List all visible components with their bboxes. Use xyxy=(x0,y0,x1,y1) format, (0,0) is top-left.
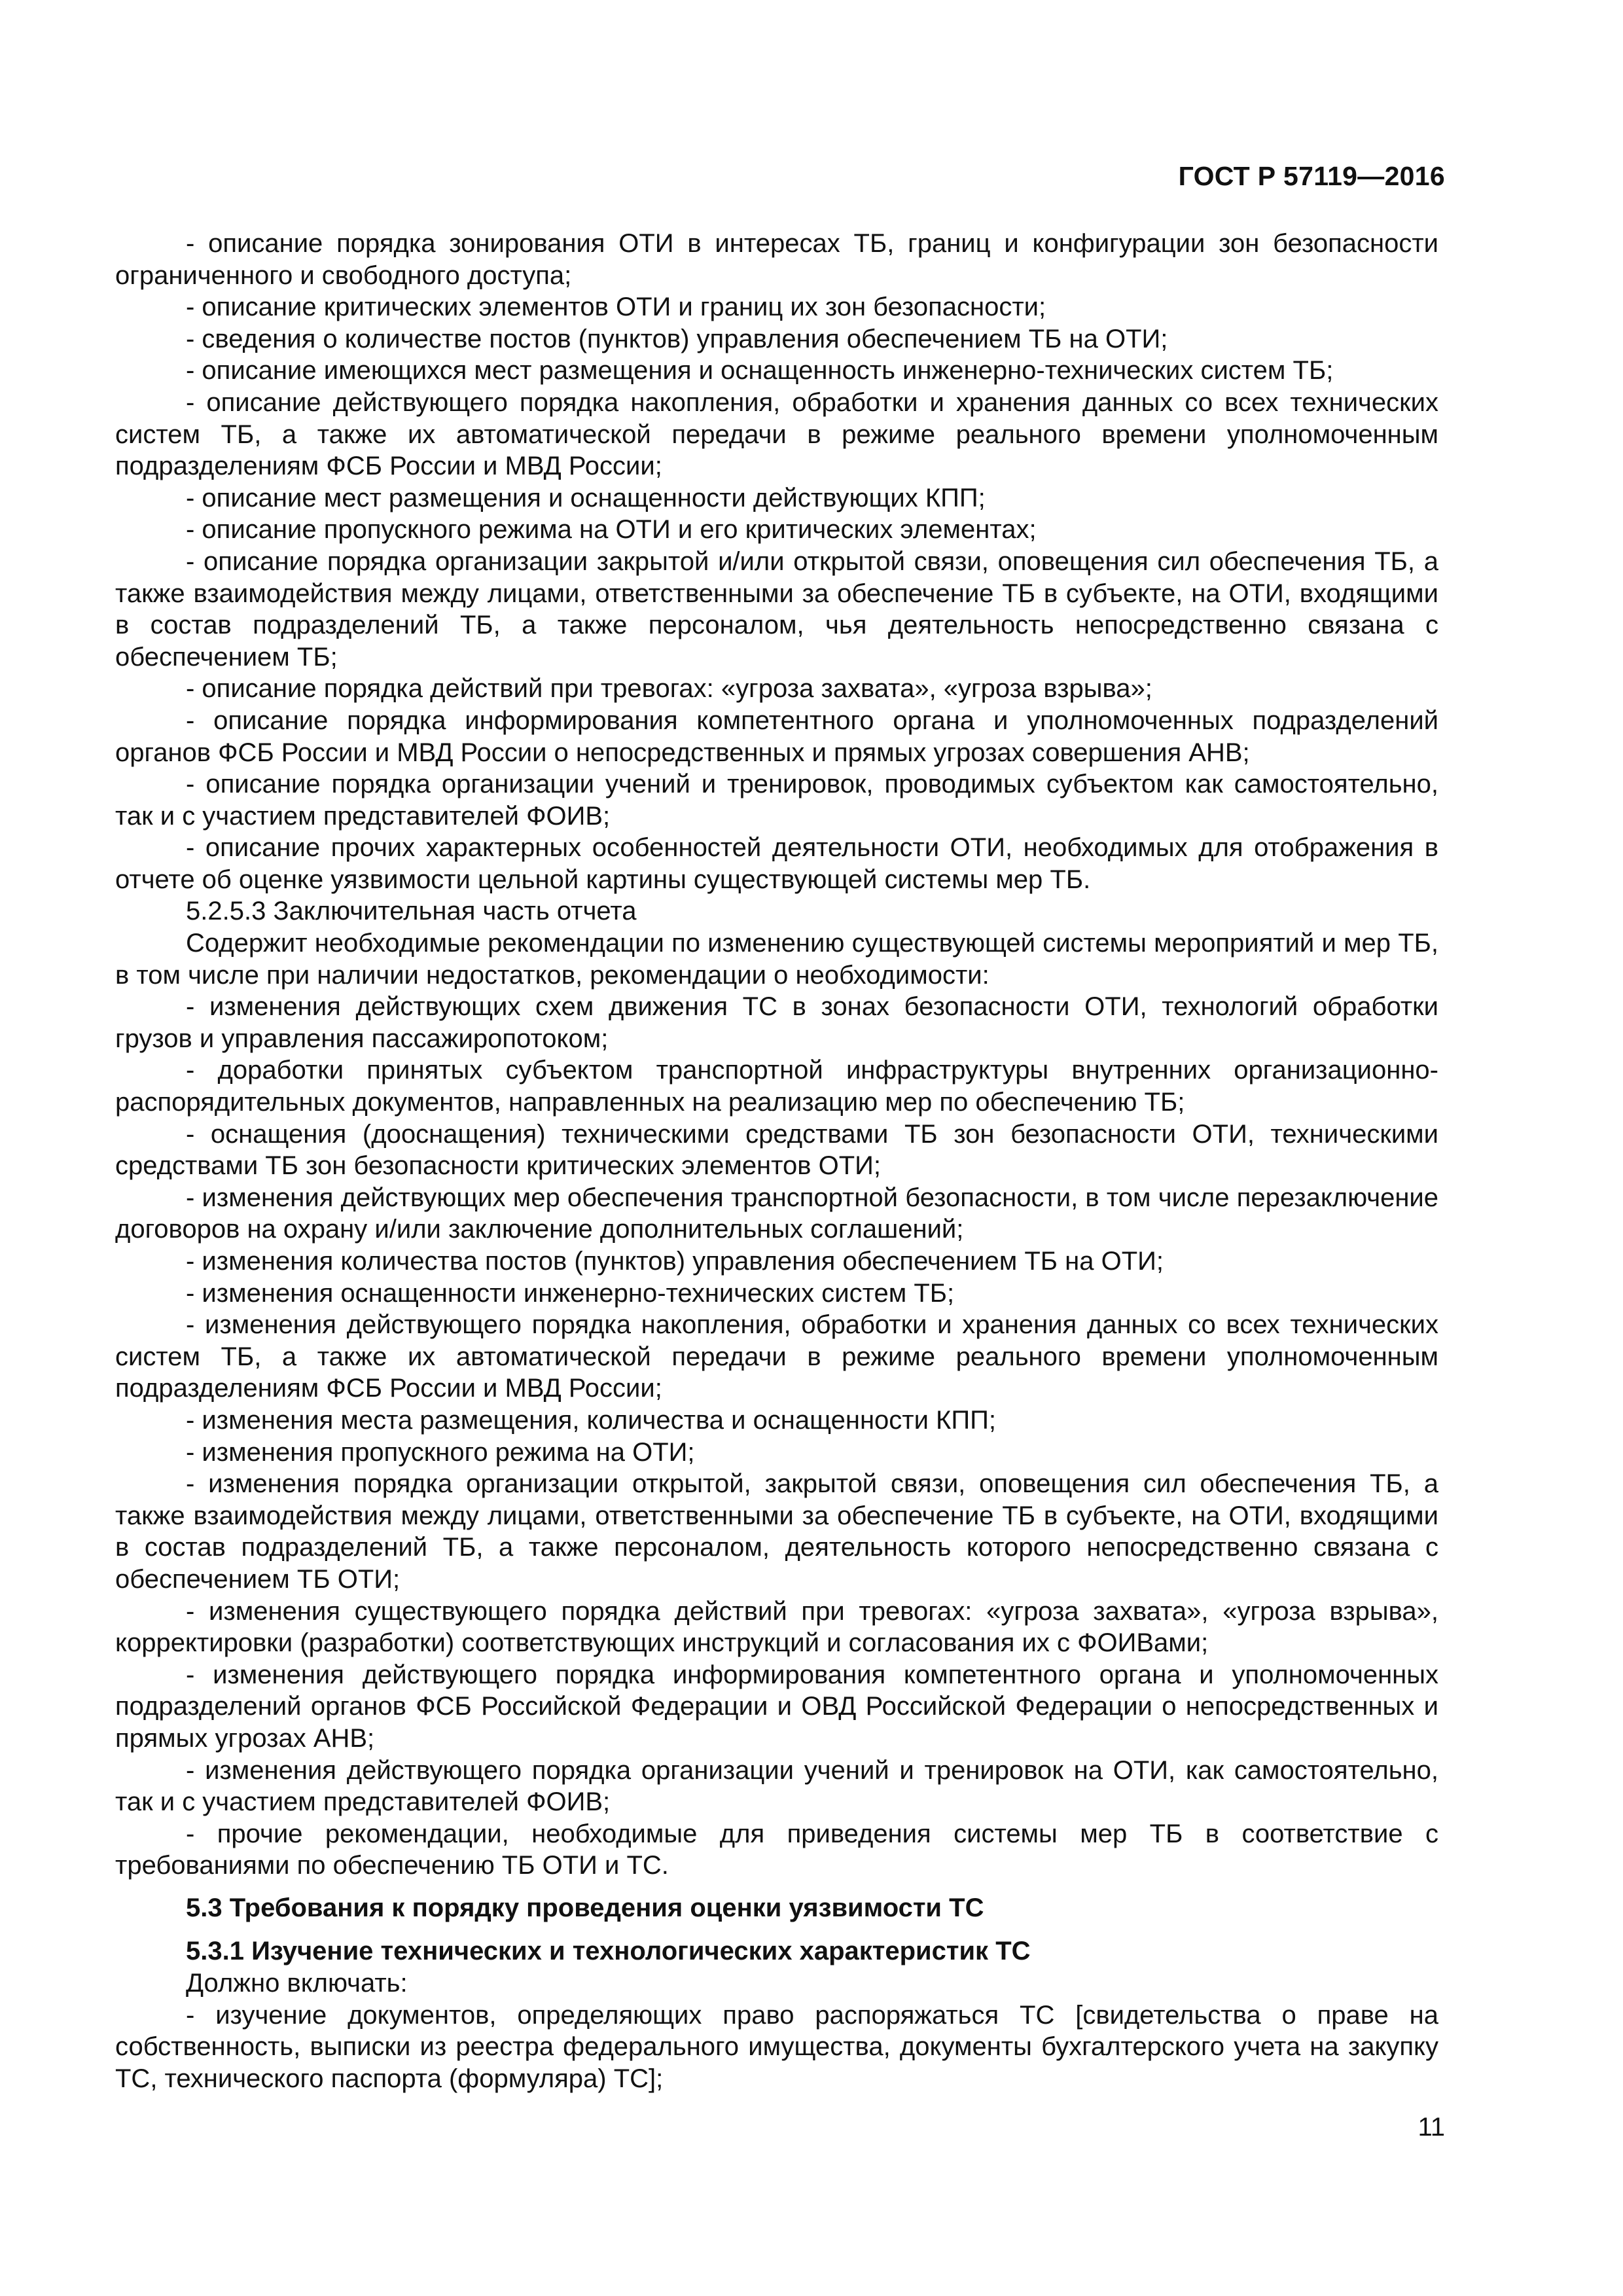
paragraph: - доработки принятых субъектом транспортной инфраструктуры внутренних организационно-распорядительных документов, направленных на реализацию мер по обеспечению ТБ; xyxy=(115,1056,1438,1117)
paragraph: - описание критических элементов ОТИ и границ их зон безопасности; xyxy=(186,293,1046,322)
paragraph: - изучение документов, определяющих право распоряжаться ТС [свидетельства о праве на собственность, выписки из реестра федерального имущества, документы бухгалтерского учета на закупку ТС, технического паспорта (формуляра) ТС]; xyxy=(115,2000,1438,2093)
paragraph: - изменения действующего порядка накопления, обработки и хранения данных со всех технических систем ТБ, а также их автоматической передачи в режиме реального времени уполномоченным подразделениям ФСБ России и МВД России; xyxy=(115,1310,1438,1403)
paragraph: - изменения оснащенности инженерно-технических систем ТБ; xyxy=(186,1278,955,1308)
paragraph: - изменения порядка организации открытой, закрытой связи, оповещения сил обеспечения ТБ, а также взаимодействия между лицами, ответственными за обеспечение ТБ в субъекте, на ОТИ, входящими в состав подразделений ТБ, а также персоналом, деятельность которого непосредственно связана с обеспечением ТБ ОТИ; xyxy=(115,1469,1438,1594)
paragraph: - изменения места размещения, количества и оснащенности КПП; xyxy=(186,1405,996,1435)
paragraph: - изменения действующего порядка информирования компетентного органа и уполномоченных подразделений органов ФСБ Российской Федерации и ОВД Российской Федерации о непосредственных и прямых угрозах АНВ; xyxy=(115,1660,1438,1753)
page-number: 11 xyxy=(1418,2113,1445,2142)
paragraph: - описание порядка действий при тревогах: «угроза захвата», «угроза взрыва»; xyxy=(186,674,1152,704)
paragraph: - описание пропускного режима на ОТИ и его критических элементах; xyxy=(186,515,1037,545)
paragraph: - описание действующего порядка накопления, обработки и хранения данных со всех технических систем ТБ, а также их автоматической передачи в режиме реального времени уполномоченным подразделениям ФСБ России и МВД России; xyxy=(115,387,1438,481)
paragraph: Содержит необходимые рекомендации по изменению существующей системы мероприятий и мер ТБ, в том числе при наличии недостатков, рекомендации о необходимости: xyxy=(115,929,1438,990)
paragraph: - описание прочих характерных особенностей деятельности ОТИ, необходимых для отображения в отчете об оценке уязвимости цельной картины существующей системы мер ТБ. xyxy=(115,833,1438,894)
paragraph: - сведения о количестве постов (пунктов) управления обеспечением ТБ на ОТИ; xyxy=(186,324,1168,353)
paragraph: - описание порядка организации учений и тренировок, проводимых субъектом как самостоятельно, так и с участием представителей ФОИВ; xyxy=(115,770,1438,831)
paragraph: - описание порядка организации закрытой и/или открытой связи, оповещения сил обеспечения ТБ, а также взаимодействия между лицами, ответственными за обеспечение ТБ в субъекте, на ОТИ, входящими в состав подразделений ТБ, а также персоналом, чья деятельность непосредственно связана с обеспечением ТБ; xyxy=(115,547,1438,672)
subsection-title-5-2-5-3: 5.2.5.3 Заключительная часть отчета xyxy=(186,897,637,926)
section-heading-5-3-1: 5.3.1 Изучение технических и технологических характеристик ТС xyxy=(186,1937,1031,1966)
paragraph: - изменения действующих мер обеспечения транспортной безопасности, в том числе перезаключение договоров на охрану и/или заключение дополнительных соглашений; xyxy=(115,1183,1438,1244)
paragraph: - описание имеющихся мест размещения и оснащенность инженерно-технических систем ТБ; xyxy=(186,356,1334,386)
paragraph: - изменения количества постов (пунктов) управления обеспечением ТБ на ОТИ; xyxy=(186,1247,1164,1276)
paragraph: - прочие рекомендации, необходимые для приведения системы мер ТБ в соответствие с требованиями по обеспечению ТБ ОТИ и ТС. xyxy=(115,1819,1438,1880)
paragraph: - описание мест размещения и оснащенности действующих КПП; xyxy=(186,483,986,512)
section-heading-5-3: 5.3 Требования к порядку проведения оценки уязвимости ТС xyxy=(186,1893,984,1922)
paragraph: - описание порядка информирования компетентного органа и уполномоченных подразделений органов ФСБ России и МВД России о непосредственных и прямых угрозах совершения АНВ; xyxy=(115,706,1438,767)
paragraph: Должно включать: xyxy=(186,1969,408,1998)
paragraph: - изменения существующего порядка действий при тревогах: «угроза захвата», «угроза взрыва», корректировки (разработки) соответствующих инструкций и согласования их с ФОИВами; xyxy=(115,1596,1438,1658)
paragraph: - изменения действующих схем движения ТС в зонах безопасности ОТИ, технологий обработки грузов и управления пассажиропотоком; xyxy=(115,992,1438,1053)
document-id-header: ГОСТ Р 57119—2016 xyxy=(1178,161,1445,191)
paragraph: - изменения действующего порядка организации учений и тренировок на ОТИ, как самостоятельно, так и с участием представителей ФОИВ; xyxy=(115,1755,1438,1817)
document-body xyxy=(115,228,1438,2094)
paragraph: - оснащения (дооснащения) техническими средствами ТБ зон безопасности ОТИ, техническими средствами ТБ зон безопасности критических элементов ОТИ; xyxy=(115,1119,1438,1181)
paragraph: - описание порядка зонирования ОТИ в интересах ТБ, границ и конфигурации зон безопасности ограниченного и свободного доступа; xyxy=(115,229,1438,290)
paragraph: - изменения пропускного режима на ОТИ; xyxy=(186,1437,695,1467)
